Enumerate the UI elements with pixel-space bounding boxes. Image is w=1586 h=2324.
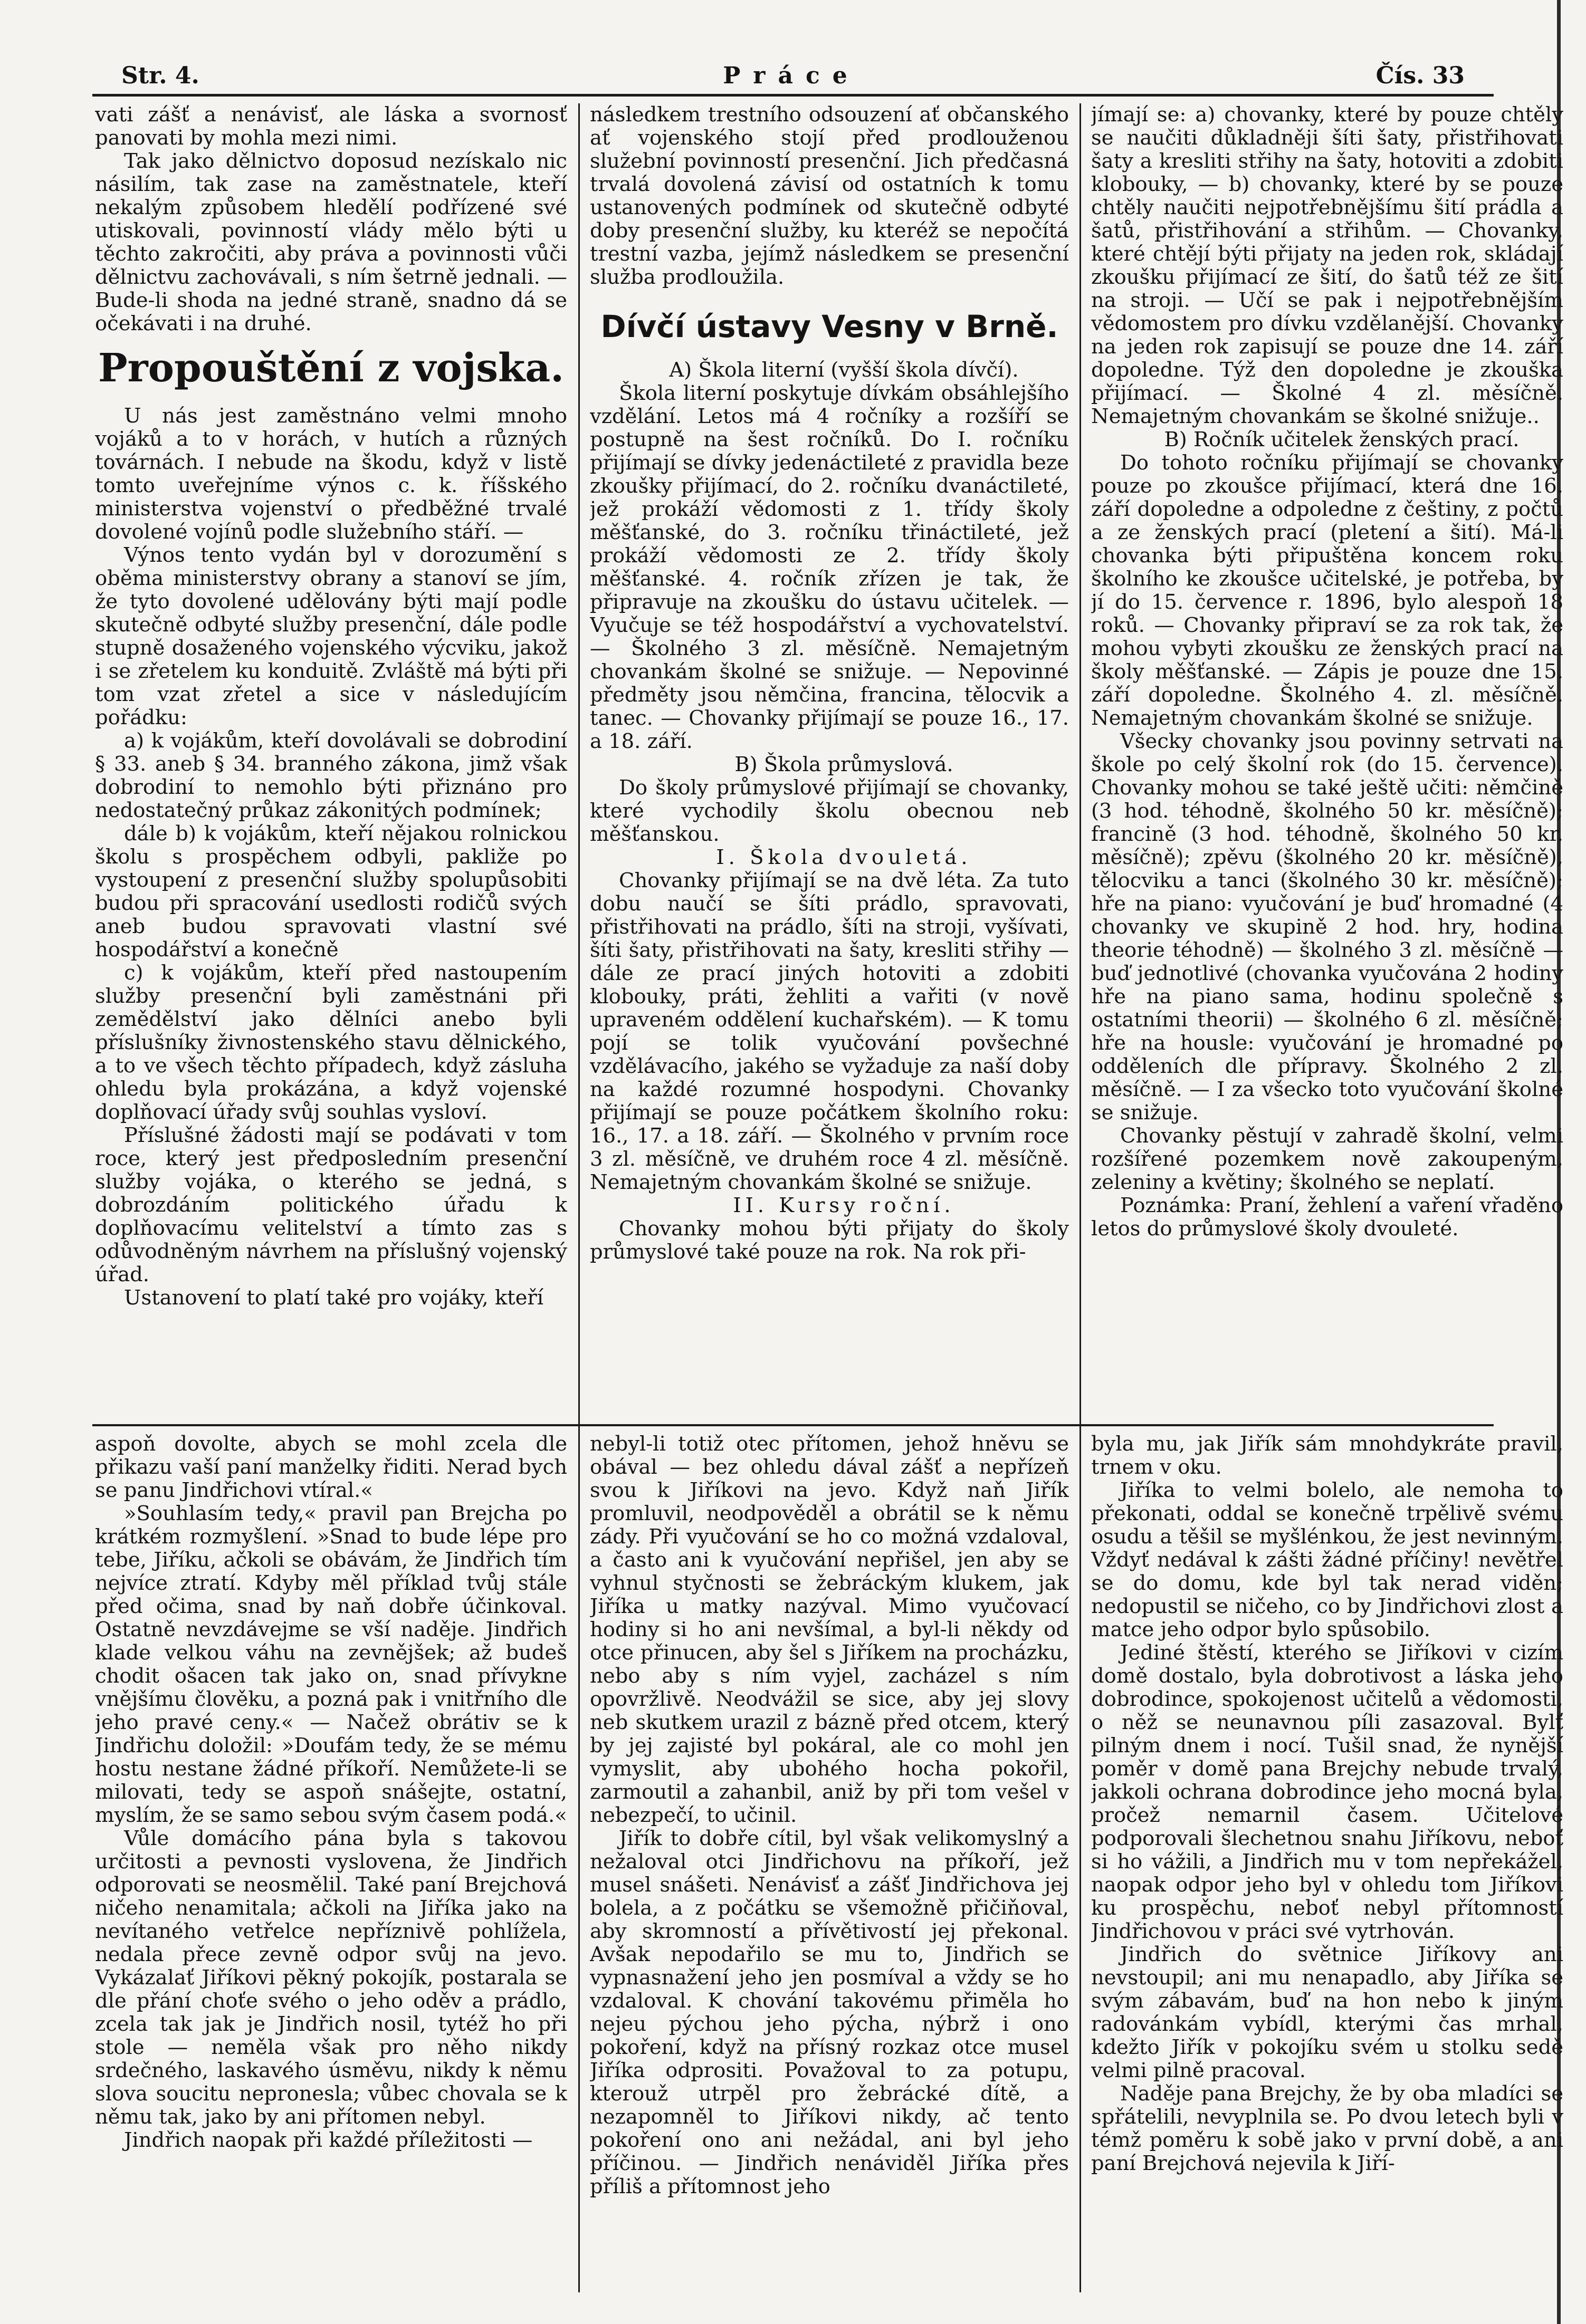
paragraph: byla mu, jak Jiřík sám mnohdykráte pravil, trnem v oku. [1091,1433,1563,1479]
paragraph: Ustanovení to platí také pro vojáky, kteří [124,1286,544,1310]
paragraph: Jindřich naopak při každé příležitosti — [124,2128,533,2152]
header-rule [92,94,1494,97]
paragraph: Příslušné žádosti mají se podávati v tom roce, který jest předposledním presenční služby vojáka, o kterého se jedná, s dobrozdáním politického úřadu k doplňovacímu velitelství a tímto zas s odůvodněným návrhem na příslušný vojenský úřad. [95,1123,567,1287]
paragraph: Chovanky přijímají se na dvě léta. Za tuto dobu naučí se šíti prádlo, spravovati, přistřihovati na prádlo, šíti na stroji, vyšívati, šíti šaty, přistřihovati na šaty, kresliti střihy — dále ze prací jiných hotoviti a zdobiti klobouky, práti, žehliti a vařiti (v nově upraveném oddělení kuchařském). — K tomu pojí se tolik vyučování povšechné vzdělávacího, jakého se vyžaduje za naší doby na každé rozumné hospodyni. Chovanky přijímají se pouze počátkem školního roku: 16., 17. a 18. září. — Školného v prvním roce 3 zl. měsíčně, ve druhém roce 4 zl. měsíčně. Nemajetným chovankám školné se snižuje. [590,868,1069,1194]
paragraph: nebyl-li totiž otec přítomen, jehož hněvu se obával — bez ohledu dával zášť a nepřízeň svou k Jiříkovi na jevo. Když naň Jiřík promluvil, neodpověděl a obrátil se k němu zády. Při vyučování se ho co možná vzdaloval, a často ani k vyučování nepřišel, jen aby se vyhnul styčnosti se žebráckým klukem, jak Jiříka u matky nazýval. Mimo vyučovací hodiny si ho ani nevšímal, a byl-li někdy od otce přinucen, aby šel s Jiříkem na procházku, nebo aby s ním vyjel, zacházel s ním opovržlivě. Neodvážil se sice, aby jej slovy neb skutkem urazil z bázně před otcem, který by jej zajisté byl pokáral, ale co mohl jen vymyslit, aby ubohého hocha pokořil, zarmoutil a zahanbil, aniž by při tom vešel v nebezpečí, to učinil. [590,1433,1069,1827]
paragraph: aspoň dovolte, abych se mohl zcela dle přikazu vaší paní manželky řiditi. Nerad bych se panu Jindřichovi vtíral.« [95,1433,567,1502]
paragraph: následkem trestního odsouzení ať občanského ať vojenského stojí před prodlouženou služební povinností presenční. Jich předčasná trvalá dovolená závisí od ostatních k tomu ustanovených podmínek od skutečně odbyté doby presenční služby, ku kteréž se nepočítá trestní vazba, jejímž následkem se presenční služba prodloužila. [590,103,1069,289]
paragraph: Jindřich do světnice Jiříkovy ani nevstoupil; ani mu nenapadlo, aby Jiříka se svým zábavám, buď na hon nebo k jiným radovánkám vybídl, kterými čas mrhal, kdežto Jiřík v pokojíku svém u stolku sedě velmi pilně pracoval. [1091,1943,1563,2082]
top-column-3 [1091,103,1563,1417]
issue-number: Čís. 33 [1375,62,1465,89]
paragraph: Naděje pana Brejchy, že by oba mladíci se spřátelili, nevyplnila se. Po dvou letech byli v témž poměru k sobě jako v první době, a ani paní Brejchová nejevila k Jiří- [1091,2082,1563,2175]
article-headline: Propouštění z vojska. [98,345,565,391]
subheading: I. Škola dvouletá. [716,845,972,869]
paragraph: Škola literní poskytuje dívkám obsáhlejšího vzdělání. Letos má 4 ročníky a rozšíří se postupně na šest ročníků. Do I. ročníku přijímají se dívky jedenáctileté z pravidla beze zkoušky přijímací, do 2. ročníku dvanáctileté, jež prokáží vědomosti z 1. třídy školy měšťanské, do 3. ročníku třináctileté, jež prokáží vědomosti ze 2. třídy školy měšťanské. 4. ročník zřízen je tak, že připravuje na zkoušku do ústavu učitelek. — Vyučuje se též hospodářství a vychovatelství. — Školného 3 zl. měsíčně. Nemajetným chovankám školné se snižuje. — Nepovinné předměty jsou němčina, francina, tělocvik a tanec. — Chovanky přijímají se pouze 16., 17. a 18. září. [590,381,1069,753]
bottom-column-2 [590,1433,1069,2298]
paragraph: Chovanky mohou býti přijaty do školy průmyslové také pouze na rok. Na rok při- [590,1216,1069,1264]
column-rule-1 [578,103,580,2292]
article-headline: Dívčí ústavy Vesny v Brně. [600,309,1058,344]
paragraph: Do školy průmyslové přijímají se chovanky, které vychodily školu obecnou neb měšťanskou. [590,775,1069,846]
paragraph: a) k vojákům, kteří dovolávali se dobrodiní § 33. aneb § 34. branného zákona, jimž však dobrodiní to nemohlo býti přiznáno pro nedostatečný průkaz zákonitých podmínek; [95,729,567,823]
paragraph: jímají se: a) chovanky, které by pouze chtěly se naučiti důkladněji šíti šaty, přistřihovati šaty a kresliti střihy na šaty, hotoviti a zdobiti klobouky, — b) chovanky, které by se pouze chtěly naučiti nejpotřebnějšímu šití prádla a šatů, přistřihování a střihům. — Chovanky, které chtějí býti přijaty na jeden rok, skládají zkoušku přijímací ze šití, do šatů též ze šití na stroji. — Učí se pak i nejpotřebnějším vědomostem pro dívku vzdělanější. Chovanky na jeden rok zapisují se pouze dne 14. září dopoledne. Týž den dopoledne je zkouška přijímací. — Školné 4 zl. měsíčně. Nemajetným chovankám se školné snižuje.. [1091,103,1563,428]
paragraph: dále b) k vojákům, kteří nějakou rolnickou školu s prospěchem odbyli, pakliže po vystoupení z presenční služby spolupůsobiti budou při spracování usedlosti rodičů svých aneb budou spravovati vlastní své hospodářství a konečně [95,822,567,962]
paragraph: Výnos tento vydán byl v dorozumění s oběma ministerstvy obrany a stanoví se jím, že tyto dovolené udělovány býti mají podle skutečně odbyté služby presenční, dále podle stupně dosaženého vojenského výcviku, jakož i se zřetelem ku konduitě. Zvláště má býti při tom vzat zřetel a sice v následujícím pořádku: [95,543,567,730]
bottom-column-3 [1091,1433,1563,2298]
section-divider [92,1424,1494,1426]
paragraph: Jiříka to velmi bolelo, ale nemoha to překonati, oddal se konečně trpělivě svému osudu a těšil se myšlénkou, že jest nevinným. Vždyť nedával k zášti žádné příčiny! nevětřel se do domu, kde byl tak nerad viděn; nedopustil se ničeho, co by Jindřichovi zlost a matce jeho odpor bylo spůsobilo. [1091,1478,1563,1641]
subheading: B) Škola průmyslová. [734,752,953,776]
paragraph: Vůle domácího pána byla s takovou určitosti a pevnosti vyslovena, že Jindřich odporovati se neosmělil. Také paní Brejchová ničeho nenamitala; ačkoli na Jiříka jako na nevítaného vetřelce nepříznivě pohlížela, nedala přece zevně odpor svůj na jevo. Vykázalať Jiříkovi pěkný pokojík, postarala se dle přání choťe svého o jeho oděv a prádlo, zcela tak jak je Jindřich nosil, tytéž ho při stole — neměla však pro něho nikdy srdečného, laskavého úsměvu, nikdy k němu slova soucitu nepronesla; vůbec chovala se k němu tak, jako by ani přítomen nebyl. [95,1827,567,2129]
subheading: B) Ročník učitelek ženských prací. [1164,428,1520,452]
bottom-column-1 [95,1433,567,2298]
paragraph: Všecky chovanky jsou povinny setrvati na škole po celý školní rok (do 15. července). Chovanky mohou se také ještě učiti: němčině (3 hod. téhodně, školného 50 kr. měsíčně); francině (3 hod. téhodně, školného 50 kr. měsíčně); zpěvu (školného 20 kr. měsíčně), tělocviku a tanci (školného 30 kr. měsíčně); hře na piano: vyučování je buď hromadné (4 chovanky ve skupině 2 hod. hry, hodina theorie téhodně) — školného 3 zl. měsíčně — buď jednotlivé (chovanka vyučována 2 hodiny hře na piano sama, hodinu společně s ostatními theorii) — školného 6 zl. měsíčně; hře na housle: vyučování je hromadné po odděleních dle přípravy. Školného 2 zl. měsíčně. — I za všecko toto vyučování školné se snižuje. [1091,729,1563,1125]
page-number: Str. 4. [121,62,199,89]
paragraph: c) k vojákům, kteří před nastoupením služby presenční byli zaměstnáni při zemědělství jako dělníci anebo byli příslušníky živnostenského stavu dělnického, a to ve všech těchto případech, když zásluha ohledu byla prokázána, a když vojenské doplňovací úřady svůj souhlas vysloví. [95,961,567,1125]
newspaper-title: Práce [723,62,860,89]
paragraph: vati zášť a nenávisť, ale láska a svornosť panovati by mohla mezi nimi. [95,103,567,150]
subheading: II. Kursy roční. [733,1193,955,1217]
paragraph: Chovanky pěstují v zahradě školní, velmi rozšířené pozemkem nově zakoupeným, zeleniny a květiny; školného se neplatí. [1091,1124,1563,1194]
paragraph: »Souhlasím tedy,« pravil pan Brejcha po krátkém rozmyšlení. »Snad to bude lépe pro tebe, Jiříku, ačkoli se obávám, že Jindřich tím nejvíce ztratí. Kdyby měl příklad tvůj stále před očima, snad by naň dobře účinkoval. Ostatně nevzdávejme se vší naděje. Jindřich klade velkou váhu na zevnějšek; až budeš chodit ošacen tak jako on, snad přívykne vnějšímu člověku, a pozná pak i vnitřního dle jeho pravé ceny.« — Načež obrátiv se k Jindřichu doložil: »Doufám tedy, že se mému hostu nestane žádné příkoří. Nemůžete-li se milovati, tedy se aspoň snášejte, ostatní, myslím, že se samo sebou svým časem podá.« [95,1502,567,1827]
paragraph: Do tohoto ročníku přijímají se chovanky pouze po zkoušce přijímací, která dne 16. září dopoledne a odpoledne z češtiny, z počtů a ze ženských prací (pletení a šití). Má-li chovanka býti připuštěna koncem roku školního ke zkoušce učitelské, je potřeba, by jí do 15. července r. 1896, bylo alespoň 18 roků. — Chovanky připraví se za rok tak, že mohou vybyti zkoušku ze ženských prací na školy měšťanské. — Zápis je pouze dne 15. září dopoledne. Školného 4. zl. měsíčně. Nemajetným chovankám školné se snižuje. [1091,451,1563,730]
top-column-1 [95,103,567,1417]
top-column-2 [590,103,1069,1417]
paragraph: U nás jest zaměstnáno velmi mnoho vojáků a to v horách, v hutích a různých továrnách. I nebude na škodu, když v listě tomto uveřejníme výnos c. k. říšského ministerstva vojenství o předběžné trvalé dovolené vojínů podle služebního stáří. — [95,404,567,544]
paragraph: Tak jako dělnictvo doposud nezískalo nic násilím, tak zase na zaměstnatele, kteří nekalým způsobem hledělí podřízené své utiskovali, povinností vlády mělo býti u těchto zakročiti, aby práva a povinnosti vůči dělnictvu zachovávali, s ním šetrně jednali. — Bude-li shoda na jedné straně, snadno dá se očekávati i na druhé. [95,149,567,335]
paragraph: Jediné štěstí, kterého se Jiříkovi v cizím domě dostalo, byla dobrotivost a láska jeho dobrodince, spokojenost učitelů a vědomosti, o něž se neunavnou píli zasazoval. Bylť pilným dnem i nocí. Tušil snad, že nynější poměr v domě pana Brejchy nebude trvalý, jakkoli ochrana dobrodince jeho mocná byla, pročež nemarnil časem. Učitelové podporovali šlechetnou snahu Jiříkovu, neboť si ho vážili, a Jindřich mu v tom nepřekážel, naopak odpor jeho byl v ohledu tom Jiříkovi ku prospěchu, neboť nebyl přítomností Jindřichovou v práci své vytrhován. [1091,1641,1563,1943]
paragraph: Poznámka: Praní, žehlení a vaření vřaděno letos do průmyslové školy dvouleté. [1091,1194,1563,1241]
column-rule-2 [1079,103,1081,2292]
paragraph: Jiřík to dobře cítil, byl však velikomyslný a nežaloval otci Jindřichovu na příkoří, jež musel snášeti. Nenávisť a zášť Jindřichova jej bolela, a z počátku se všemožně přičiňoval, aby skromností a přívětivostí jej překonal. Avšak nepodařilo se mu to, Jindřich se vypnasnažení jeho jen posmíval a vždy se ho vzdaloval. K chování takovému přiměla ho nejeu pýchou jeho pýcha, nýbrž i ono pokoření, když na přísný rozkaz otce musel Jiříka odprositi. Považoval to za potupu, kterouž utrpěl pro žebrácké dítě, a nezapomněl to Jiříkovi nikdy, ač tento pokoření ono ani nežádal, ani byl jeho příčinou. — Jindřich nenáviděl Jiříka přes příliš a přítomnost jeho [590,1827,1069,2198]
subheading: A) Škola literní (vyšší škola dívčí). [669,358,1019,382]
